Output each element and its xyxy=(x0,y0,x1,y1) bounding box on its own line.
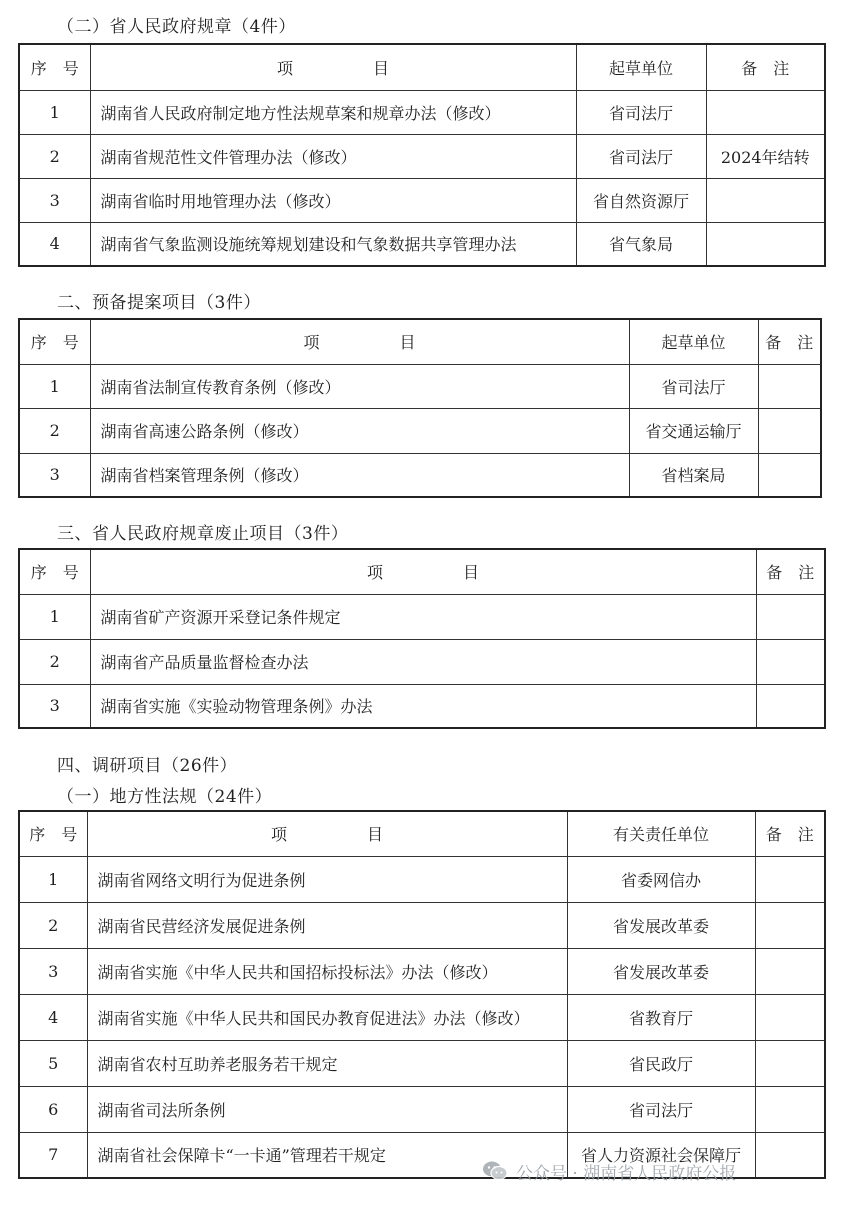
header-cell: 备 注 xyxy=(755,811,825,856)
drafting-unit: 省自然资源厅 xyxy=(576,178,706,222)
section-heading: 四、调研项目（26件） xyxy=(57,756,238,776)
project-name: 湖南省人民政府制定地方性法规草案和规章办法（修改） xyxy=(90,90,576,134)
remark xyxy=(758,453,821,497)
header-cell: 起草单位 xyxy=(629,319,758,364)
table-row xyxy=(19,856,825,902)
remark xyxy=(756,594,825,639)
row-number: 5 xyxy=(19,1040,87,1086)
project-name: 湖南省档案管理条例（修改） xyxy=(90,453,629,497)
remark xyxy=(755,1086,825,1132)
table-row xyxy=(19,594,825,639)
drafting-unit: 省交通运输厅 xyxy=(629,408,758,453)
project-name: 湖南省农村互助养老服务若干规定 xyxy=(87,1040,567,1086)
header-cell: 序 号 xyxy=(19,44,90,90)
research-table xyxy=(18,810,826,1179)
row-number: 1 xyxy=(19,90,90,134)
table-header-row xyxy=(19,319,821,364)
row-number: 1 xyxy=(19,594,90,639)
remark xyxy=(755,902,825,948)
row-number: 3 xyxy=(19,453,90,497)
table-row xyxy=(19,902,825,948)
proposal-table xyxy=(18,318,822,498)
drafting-unit: 省档案局 xyxy=(629,453,758,497)
table-row xyxy=(19,639,825,684)
remark xyxy=(755,856,825,902)
wechat-icon xyxy=(482,1160,508,1182)
remark xyxy=(706,222,825,266)
table-row xyxy=(19,1086,825,1132)
remark: 2024年结转 xyxy=(706,134,825,178)
table-row xyxy=(19,1040,825,1086)
remark xyxy=(758,408,821,453)
table-row xyxy=(19,684,825,728)
header-cell: 备 注 xyxy=(758,319,821,364)
project-name: 湖南省实施《中华人民共和国招标投标法》办法（修改） xyxy=(87,948,567,994)
remark xyxy=(756,639,825,684)
row-number: 2 xyxy=(19,408,90,453)
header-cell: 备 注 xyxy=(706,44,825,90)
header-cell: 序 号 xyxy=(19,319,90,364)
drafting-unit: 省司法厅 xyxy=(629,364,758,408)
table-header-row xyxy=(19,44,825,90)
project-name: 湖南省司法所条例 xyxy=(87,1086,567,1132)
row-number: 1 xyxy=(19,856,87,902)
remark xyxy=(758,364,821,408)
project-name: 湖南省规范性文件管理办法（修改） xyxy=(90,134,576,178)
responsible-unit: 省委网信办 xyxy=(567,856,755,902)
watermark-text: 公众号 · 湖南省人民政府公报 xyxy=(516,1163,737,1184)
project-name: 湖南省气象监测设施统筹规划建设和气象数据共享管理办法 xyxy=(90,222,576,266)
table-row xyxy=(19,453,821,497)
row-number: 6 xyxy=(19,1086,87,1132)
table-row xyxy=(19,222,825,266)
remark xyxy=(706,90,825,134)
project-name: 湖南省产品质量监督检查办法 xyxy=(90,639,756,684)
header-cell: 起草单位 xyxy=(576,44,706,90)
responsible-unit: 省司法厅 xyxy=(567,1086,755,1132)
header-cell: 项 目 xyxy=(90,319,629,364)
remark xyxy=(706,178,825,222)
section-subheading: （一）地方性法规（24件） xyxy=(57,787,273,807)
table-row xyxy=(19,994,825,1040)
project-name: 湖南省民营经济发展促进条例 xyxy=(87,902,567,948)
responsible-unit: 省人力资源社会保障厅 xyxy=(567,1132,755,1178)
remark xyxy=(755,994,825,1040)
remark xyxy=(755,1040,825,1086)
responsible-unit: 省教育厅 xyxy=(567,994,755,1040)
drafting-unit: 省司法厅 xyxy=(576,134,706,178)
header-cell: 项 目 xyxy=(87,811,567,856)
project-name: 湖南省社会保障卡“一卡通”管理若干规定 xyxy=(87,1132,567,1178)
table-row xyxy=(19,948,825,994)
row-number: 3 xyxy=(19,948,87,994)
remark xyxy=(755,1132,825,1178)
header-cell: 有关责任单位 xyxy=(567,811,755,856)
row-number: 2 xyxy=(19,134,90,178)
row-number: 2 xyxy=(19,902,87,948)
watermark xyxy=(482,1156,736,1186)
project-name: 湖南省网络文明行为促进条例 xyxy=(87,856,567,902)
table-row xyxy=(19,364,821,408)
header-cell: 序 号 xyxy=(19,811,87,856)
drafting-unit: 省气象局 xyxy=(576,222,706,266)
project-name: 湖南省临时用地管理办法（修改） xyxy=(90,178,576,222)
section-heading: 三、省人民政府规章废止项目（3件） xyxy=(57,524,349,544)
row-number: 7 xyxy=(19,1132,87,1178)
table-row xyxy=(19,408,821,453)
header-cell: 序 号 xyxy=(19,549,90,594)
regulations-table xyxy=(18,43,826,267)
responsible-unit: 省民政厅 xyxy=(567,1040,755,1086)
header-cell: 项 目 xyxy=(90,549,756,594)
project-name: 湖南省高速公路条例（修改） xyxy=(90,408,629,453)
table-row xyxy=(19,90,825,134)
row-number: 2 xyxy=(19,639,90,684)
project-name: 湖南省实施《实验动物管理条例》办法 xyxy=(90,684,756,728)
section-heading: （二）省人民政府规章（4件） xyxy=(57,17,296,37)
row-number: 4 xyxy=(19,994,87,1040)
project-name: 湖南省法制宣传教育条例（修改） xyxy=(90,364,629,408)
row-number: 4 xyxy=(19,222,90,266)
row-number: 1 xyxy=(19,364,90,408)
project-name: 湖南省实施《中华人民共和国民办教育促进法》办法（修改） xyxy=(87,994,567,1040)
repeal-table xyxy=(18,548,826,729)
project-name: 湖南省矿产资源开采登记条件规定 xyxy=(90,594,756,639)
table-row xyxy=(19,134,825,178)
table-header-row xyxy=(19,811,825,856)
table-header-row xyxy=(19,549,825,594)
responsible-unit: 省发展改革委 xyxy=(567,948,755,994)
section-heading: 二、预备提案项目（3件） xyxy=(57,293,261,313)
responsible-unit: 省发展改革委 xyxy=(567,902,755,948)
header-cell: 项 目 xyxy=(90,44,576,90)
remark xyxy=(755,948,825,994)
header-cell: 备 注 xyxy=(756,549,825,594)
drafting-unit: 省司法厅 xyxy=(576,90,706,134)
row-number: 3 xyxy=(19,684,90,728)
remark xyxy=(756,684,825,728)
table-row xyxy=(19,178,825,222)
row-number: 3 xyxy=(19,178,90,222)
